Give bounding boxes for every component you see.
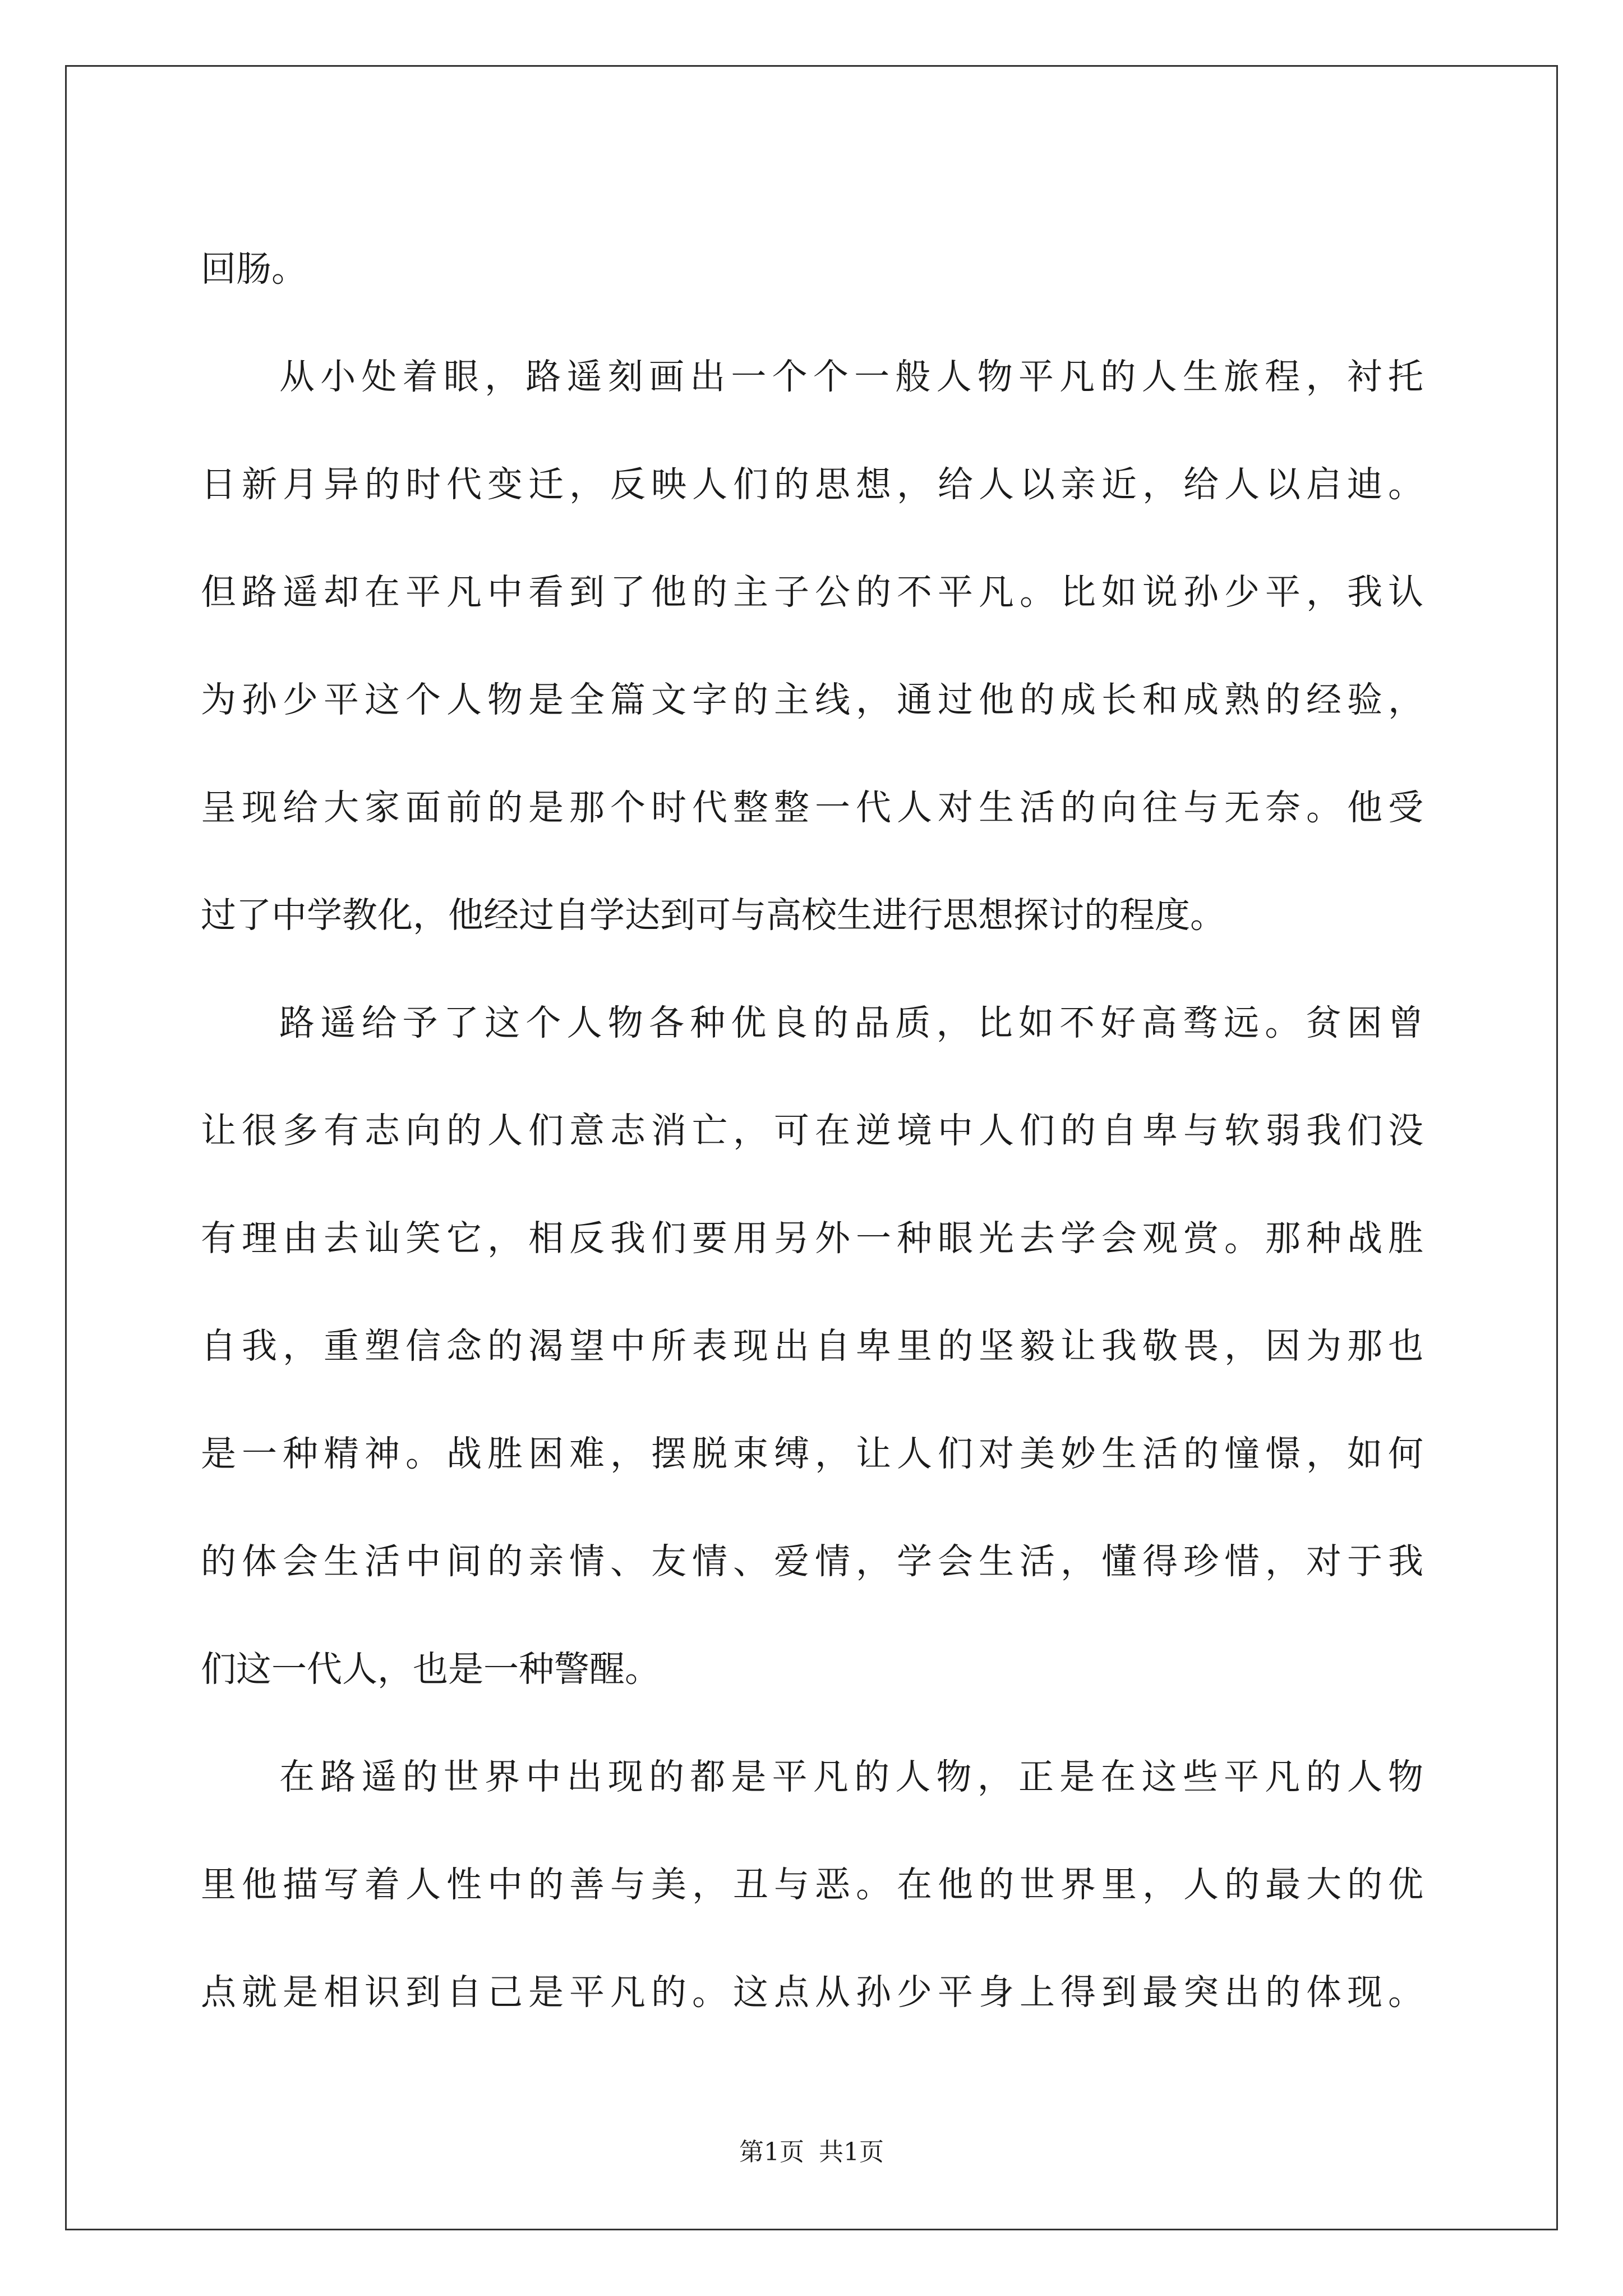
- document-body: [201, 212, 1423, 2043]
- text-line: 点 就 是 相 识 到 自 己 是 平 凡 的 。 这 点 从 孙 少 平 身 上 得 到 最 突 出 的 体 现 。: [201, 1971, 1423, 2013]
- page-number: 第1页: [739, 2138, 804, 2166]
- text-line: 自 我 ， 重 塑 信 念 的 渴 望 中 所 表 现 出 自 卑 里 的 坚 毅 让 我 敬 畏 ， 因 为 那 也: [201, 1325, 1423, 1366]
- text-line: 在 路 遥 的 世 界 中 出 现 的 都 是 平 凡 的 人 物 ， 正 是 在 这 些 平 凡 的 人 物: [279, 1756, 1423, 1797]
- text-line: 让 很 多 有 志 向 的 人 们 意 志 消 亡 ， 可 在 逆 境 中 人 们 的 自 卑 与 软 弱 我 们 没: [201, 1110, 1423, 1151]
- text-line: 从 小 处 着 眼 ， 路 遥 刻 画 出 一 个 个 一 般 人 物 平 凡 的 人 生 旅 程 ， 衬 托: [279, 356, 1423, 397]
- text-line: 有 理 由 去 讪 笑 它 ， 相 反 我 们 要 用 另 外 一 种 眼 光 去 学 会 观 赏 。 那 种 战 胜: [201, 1217, 1423, 1259]
- page-total: 共1页: [819, 2138, 884, 2166]
- text-line: 为 孙 少 平 这 个 人 物 是 全 篇 文 字 的 主 线 ， 通 过 他 的 成 长 和 成 熟 的 经 验 ，: [201, 679, 1423, 720]
- text-line: 们这一代人，也是一种警醒。: [201, 1648, 660, 1690]
- text-line: 回肠。: [201, 248, 307, 289]
- text-line: 是 一 种 精 神 。 战 胜 困 难 ， 摆 脱 束 缚 ， 让 人 们 对 美 妙 生 活 的 憧 憬 ， 如 何: [201, 1433, 1423, 1474]
- text-line: 但 路 遥 却 在 平 凡 中 看 到 了 他 的 主 子 公 的 不 平 凡 。 比 如 说 孙 少 平 ， 我 认: [201, 571, 1423, 613]
- page-footer: [0, 2132, 1623, 2168]
- text-line: 路 遥 给 予 了 这 个 人 物 各 种 优 良 的 品 质 ， 比 如 不 好 高 骛 远 。 贫 困 曾: [279, 1002, 1423, 1043]
- text-line: 过了中学教化，他经过自学达到可与高校生进行思想探讨的程度。: [201, 894, 1225, 936]
- text-line: 里 他 描 写 着 人 性 中 的 善 与 美 ， 丑 与 恶 。 在 他 的 世 界 里 ， 人 的 最 大 的 优: [201, 1864, 1423, 1905]
- text-line: 的 体 会 生 活 中 间 的 亲 情 、 友 情 、 爱 情 ， 学 会 生 活 ， 懂 得 珍 惜 ， 对 于 我: [201, 1540, 1423, 1582]
- text-line: 日 新 月 异 的 时 代 变 迁 ， 反 映 人 们 的 思 想 ， 给 人 以 亲 近 ， 给 人 以 启 迪 。: [201, 463, 1423, 505]
- text-line: 呈 现 给 大 家 面 前 的 是 那 个 时 代 整 整 一 代 人 对 生 活 的 向 往 与 无 奈 。 他 受: [201, 786, 1423, 828]
